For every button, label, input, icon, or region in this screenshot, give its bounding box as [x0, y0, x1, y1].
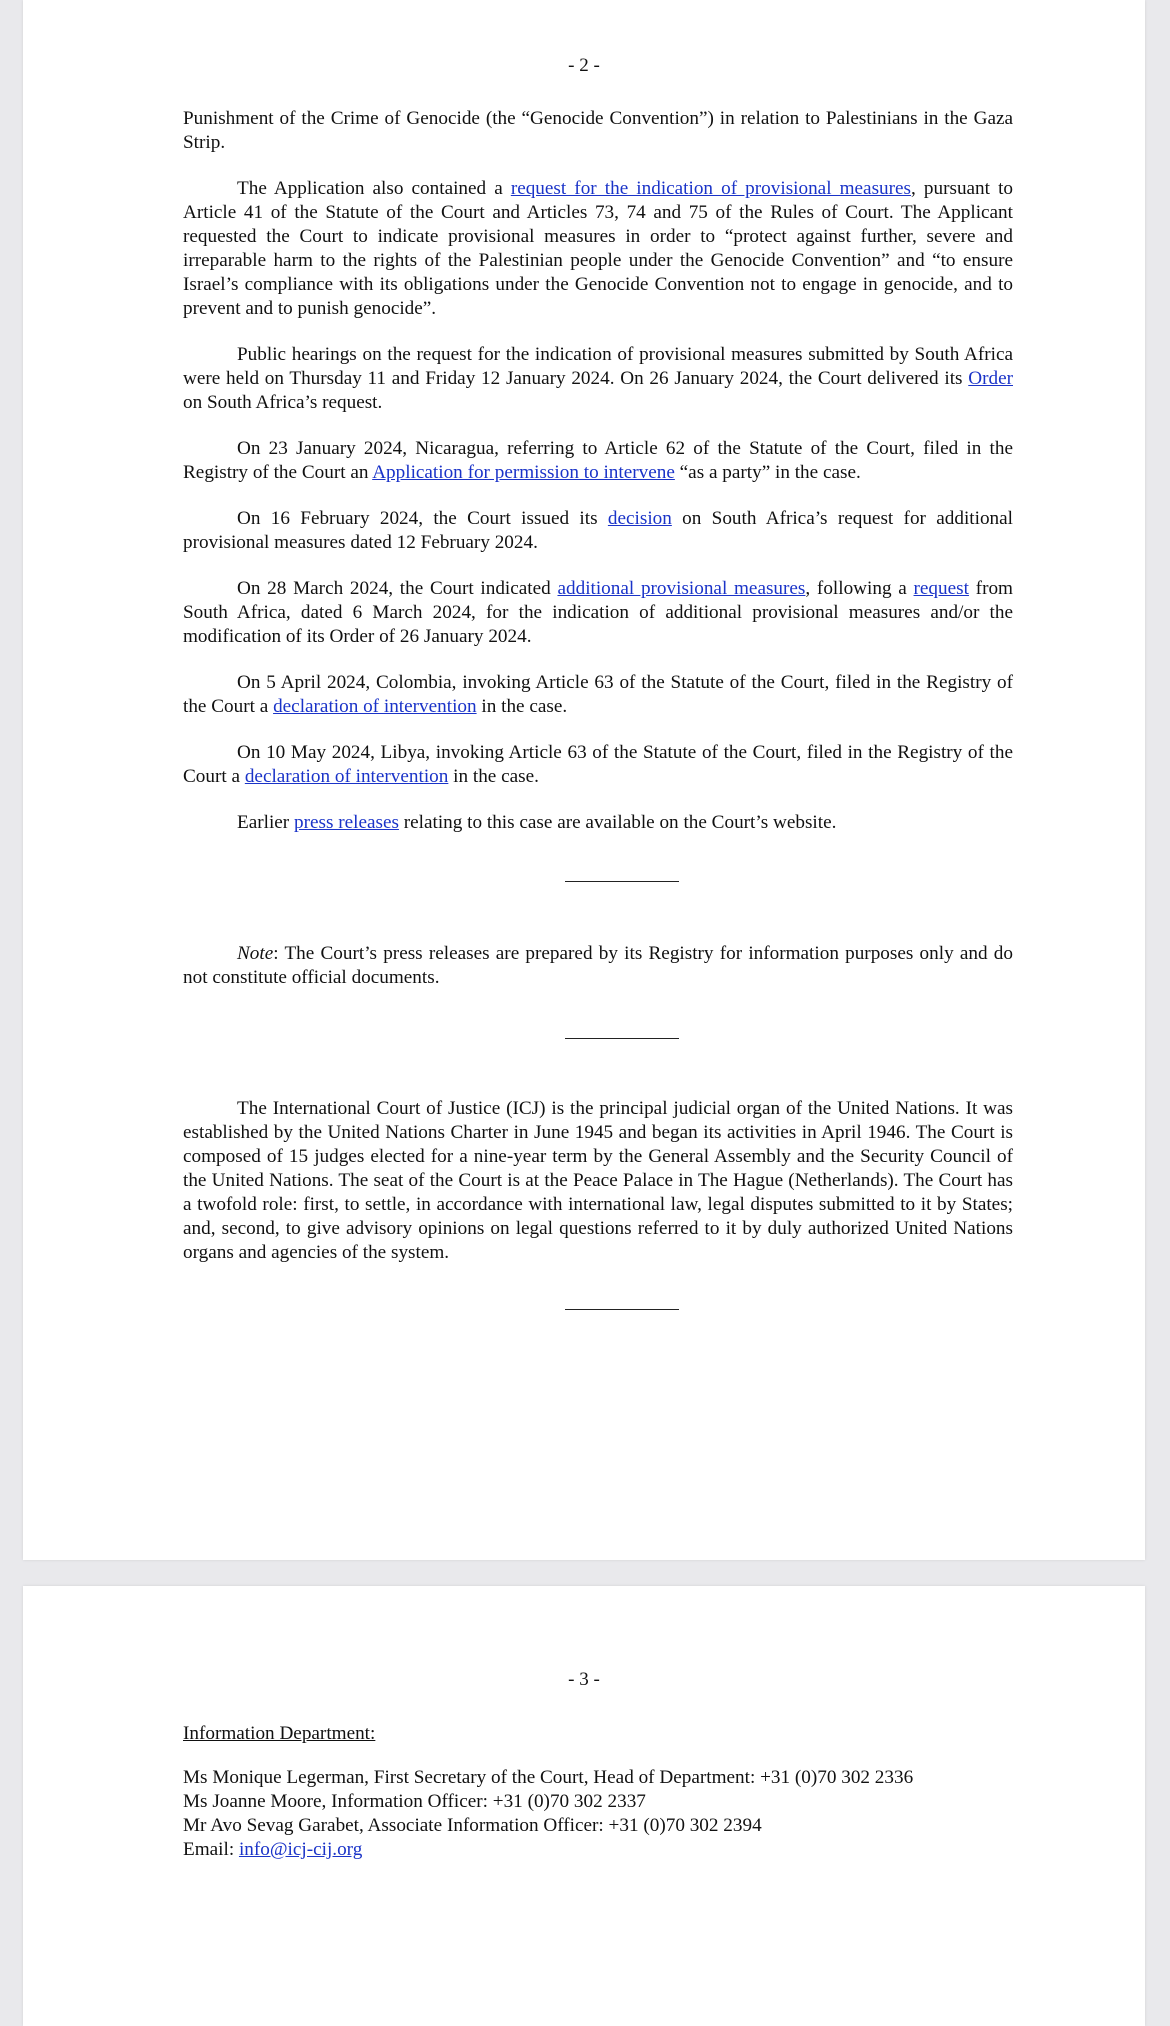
page-number: - 2 -	[568, 55, 600, 76]
contact-line: Ms Monique Legerman, First Secretary of the Court, Head of Department: +31 (0)70 302 2336	[183, 1767, 914, 1788]
link-provisional-measures-request[interactable]: request for the indication of provisional measures	[510, 178, 912, 199]
text: Earlier	[237, 812, 294, 833]
page-number: - 3 -	[568, 1669, 600, 1690]
link-declaration-libya[interactable]: declaration of intervention	[244, 766, 449, 787]
text: on South Africa’s request for additional provisional measures dated 12 February 2024.	[183, 508, 1013, 553]
text: : The Court’s press releases are prepared by its Registry for information purposes only and do not constitute official documents.	[183, 943, 1013, 988]
link-declaration-colombia[interactable]: declaration of intervention	[273, 696, 477, 717]
link-request[interactable]: request	[913, 578, 969, 599]
link-application-to-intervene[interactable]: Application for permission to intervene	[372, 462, 675, 483]
text: in the case.	[476, 696, 568, 717]
paragraph-icj-description: The International Court of Justice (ICJ) is the principal judicial organ of the United Nations. It was established by the United Nations Charter in June 1945 and began its activities in April 1946. The Court is composed of 15 judges elected for a nine-year term by the General Assembly and the Security Council of the United Nations. The seat of the Court is at the Peace Palace in The Hague (Netherlands). The Court has a twofold role: first, to settle, in accordance with international law, legal disputes submitted to it by States; and, second, to give advisory opinions on legal questions referred to it by duly authorized United Nations organs and agencies of the system.	[183, 1098, 1013, 1263]
contact-line: Ms Joanne Moore, Information Officer: +31 (0)70 302 2337	[183, 1791, 646, 1812]
note-label: Note	[237, 943, 274, 964]
email-line	[183, 1838, 1023, 1862]
document-page-2	[23, 0, 1145, 1560]
text: “as a party” in the case.	[674, 462, 861, 483]
link-press-releases[interactable]: press releases	[294, 812, 399, 833]
document-page-3	[23, 1586, 1145, 2026]
text: from South Africa, dated 6 March 2024, for the indication of additional provisional measures and/or the modification of its Order of 26 January 2024.	[183, 578, 1013, 647]
paragraph-colombia	[183, 671, 1013, 719]
contact-block	[183, 1722, 1023, 1862]
text: , pursuant to Article 41 of the Statute of the Court and Articles 73, 74 and 75 of the Rules of Court. The Applicant requested the Court to indicate provisional measures in order to “protect against further, severe and irreparable harm to the rights of the Palestinian people under the Genocide Convention” and “to ensure Israel’s compliance with its obligations under the Genocide Convention not to engage in genocide, and to prevent and to punish genocide”.	[183, 178, 1013, 319]
link-order[interactable]: Order	[968, 368, 1013, 389]
text: The Application also contained a	[237, 178, 511, 199]
text: On 10 May 2024, Libya, invoking Article 63 of the Statute of the Court, filed in the Registry of the Court a	[183, 742, 1013, 787]
paragraph-application	[183, 177, 1013, 321]
separator-rule	[565, 1038, 679, 1039]
text: on South Africa’s request.	[183, 392, 383, 413]
text: On 16 February 2024, the Court issued its	[237, 508, 608, 529]
paragraph-16-february	[183, 507, 1013, 555]
text: Public hearings on the request for the indication of provisional measures submitted by South Africa were held on Thursday 11 and Friday 12 January 2024. On 26 January 2024, the Court delivered its	[183, 344, 1013, 389]
information-department-heading: Information Department:	[183, 1723, 376, 1744]
separator-rule	[565, 1309, 679, 1310]
email-label: Email:	[183, 1839, 239, 1860]
paragraph-genocide-convention: Punishment of the Crime of Genocide (the “Genocide Convention”) in relation to Palestinians in the Gaza Strip.	[183, 108, 1013, 153]
paragraph-libya	[183, 741, 1013, 789]
paragraph-28-march	[183, 577, 1013, 649]
paragraph-public-hearings	[183, 343, 1013, 415]
text: On 5 April 2024, Colombia, invoking Article 63 of the Statute of the Court, filed in the Registry of the Court a	[183, 672, 1013, 717]
text: relating to this case are available on the Court’s website.	[398, 812, 837, 833]
text: On 28 March 2024, the Court indicated	[237, 578, 558, 599]
text: On 23 January 2024, Nicaragua, referring to Article 62 of the Statute of the Court, filed in the Registry of the Court an	[183, 438, 1013, 483]
email-link[interactable]: info@icj-cij.org	[238, 1839, 363, 1860]
text: , following a	[805, 578, 914, 599]
contact-line: Mr Avo Sevag Garabet, Associate Information Officer: +31 (0)70 302 2394	[183, 1815, 762, 1836]
separator-rule	[565, 881, 679, 882]
link-decision[interactable]: decision	[607, 508, 672, 529]
paragraph-note	[183, 942, 1013, 990]
paragraph-nicaragua	[183, 437, 1013, 485]
text: in the case.	[448, 766, 539, 787]
page-2-body	[183, 107, 1013, 1310]
link-additional-provisional-measures[interactable]: additional provisional measures	[557, 578, 806, 599]
paragraph-earlier-press-releases	[183, 811, 1013, 835]
